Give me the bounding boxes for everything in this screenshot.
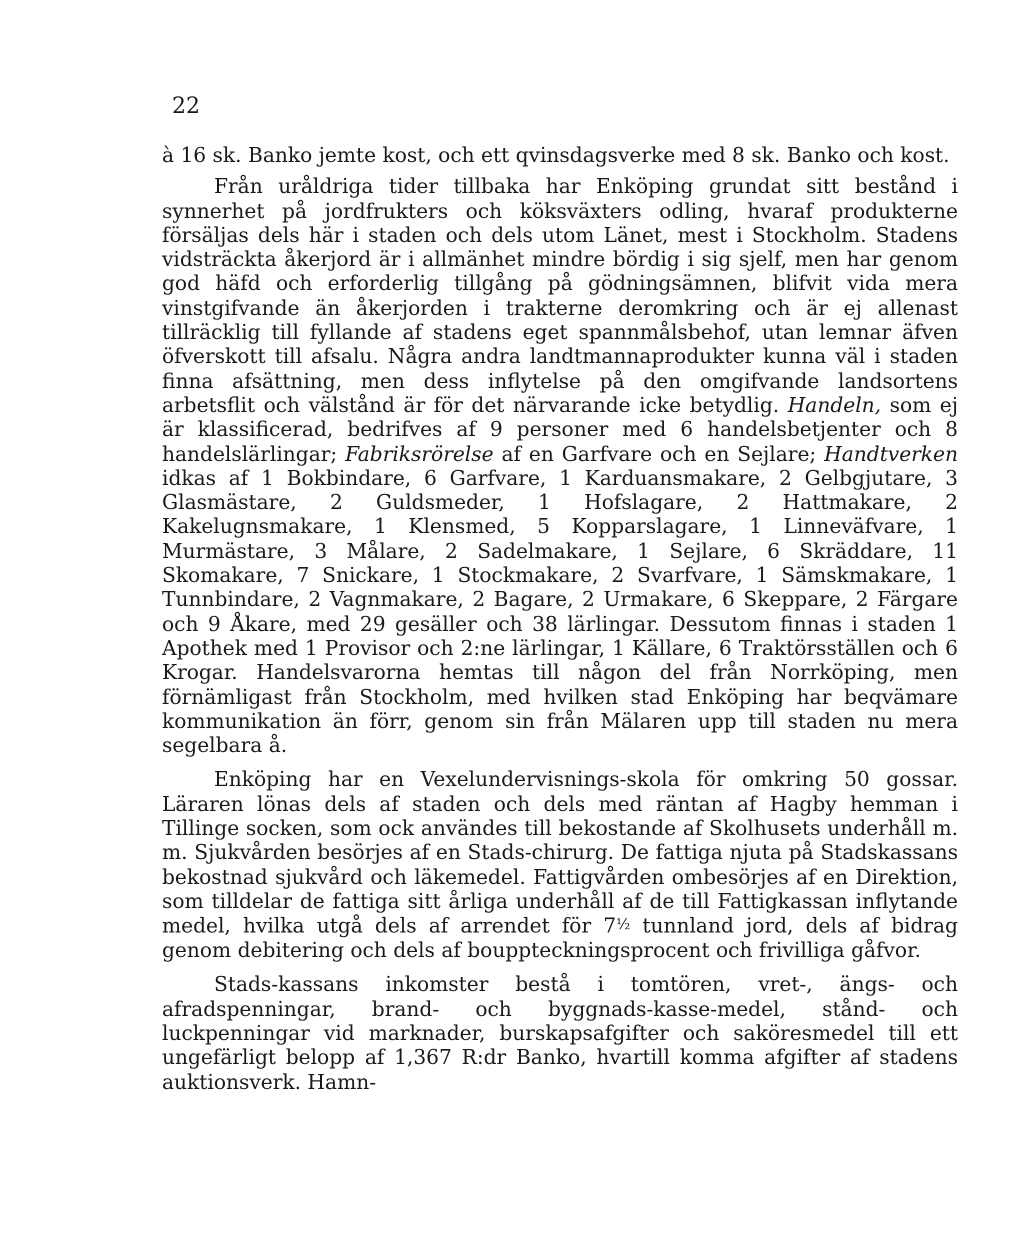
page-number: 22 [172,94,200,119]
page-text-body [162,143,958,1094]
paragraph-trade-and-crafts [162,174,958,757]
italic-term-handtverken: Handtverken [824,441,958,466]
paragraph-school-and-poor-relief [162,767,958,962]
italic-term-handeln: Handeln, [787,392,882,417]
text-segment: Från uråldriga tider tillbaka har Enköping grundat sitt bestånd i synnerhet på jordfrukters och köksväxters odling, hvaraf produkterne försäljas dels här i staden och dels utom Länet, mest i Stockholm. Stadens vidsträckta åkerjord är i allmänhet mindre bördig i sig sjelf, men har genom god häfd och erforderlig tillgång på gödningsämnen, blifvit vida mera vinstgifvande än åkerjorden i trakterne deromkring och är ej allenast tillräcklig till fyllande af stadens eget spannmålsbehof, utan lemnar äfven öfverskott till afsalu. Några andra landtmannaprodukter kunna väl i staden finna afsättning, men dess inflytelse på den omgifvande landsortens arbetsflit och välstånd är för det närvarande icke betydlig. [162,174,958,417]
italic-term-fabriksrorelse: Fabriksrörelse [345,441,494,466]
paragraph-town-revenue: Stads-kassans inkomster bestå i tomtören, vret-, ängs- och afradspenningar, brand- och byggnads-kasse-medel, stånd- och luckpenningar vid marknader, burskapsafgifter och saköresmedel till ett ungefärligt belopp af 1,367 R:dr Banko, hvartill komma afgifter af stadens auktionsverk. Hamn- [162,972,958,1094]
text-segment: idkas af 1 Bokbindare, 6 Garfvare, 1 Karduansmakare, 2 Gelbgjutare, 3 Glasmästare, 2 Guldsmeder, 1 Hofslagare, 2 Hattmakare, 2 Kakelugnsmakare, 1 Klensmed, 5 Kopparslagare, 1 Linneväfvare, 1 Murmästare, 3 Målare, 2 Sadelmakare, 1 Sejlare, 6 Skräddare, 11 Skomakare, 7 Snickare, 1 Stockmakare, 2 Svarfvare, 1 Sämskmakare, 1 Tunnbindare, 2 Vagnmakare, 2 Bagare, 2 Urmakare, 6 Skeppare, 2 Färgare och 9 Åkare, med 29 gesäller och 38 lärlingar. Dessutom finnas i staden 1 Apothek med 1 Provisor och 2:ne lärlingar, 1 Källare, 6 Traktörsställen och 6 Krogar. Handelsvarorna hemtas till någon del från Norrköping, men förnämligast från Stockholm, med hvilken stad Enköping har beqvämare kommunikation än förr, genom sin från Mälaren upp till staden nu mera segelbara å. [162,465,958,758]
text-segment: tunnland jord, dels af bidrag genom debitering och dels af bouppteckningsprocent och frivilliga gåfvor. [162,913,958,963]
text-segment: af en Garfvare och en Sejlare; [493,441,825,466]
text-segment: Enköping har en Vexelundervisnings-skola för omkring 50 gossar. Läraren lönas dels af staden och dels med räntan af Hagby hemman i Tillinge socken, som ock användes till bekostande af Skolhusets underhåll m. m. Sjukvården besörjes af en Stads-chirurg. De fattiga njuta på Stadskassans bekostnad sjukvård och läkemedel. Fattigvården ombesörjes af en Direktion, som tilldelar de fattiga sitt årliga underhåll af de till Fattigkassan inflytande medel, hvilka utgå dels af arrendet för 7 [162,767,958,938]
paragraph-continuation: à 16 sk. Banko jemte kost, och ett qvinsdagsverke med 8 sk. Banko och kost. [162,143,950,167]
text-segment: som ej är klassificerad, bedrifves af 9 personer med 6 handelsbetjenter och 8 handelslärlingar; [162,392,958,466]
fraction-half: ½ [616,917,631,934]
